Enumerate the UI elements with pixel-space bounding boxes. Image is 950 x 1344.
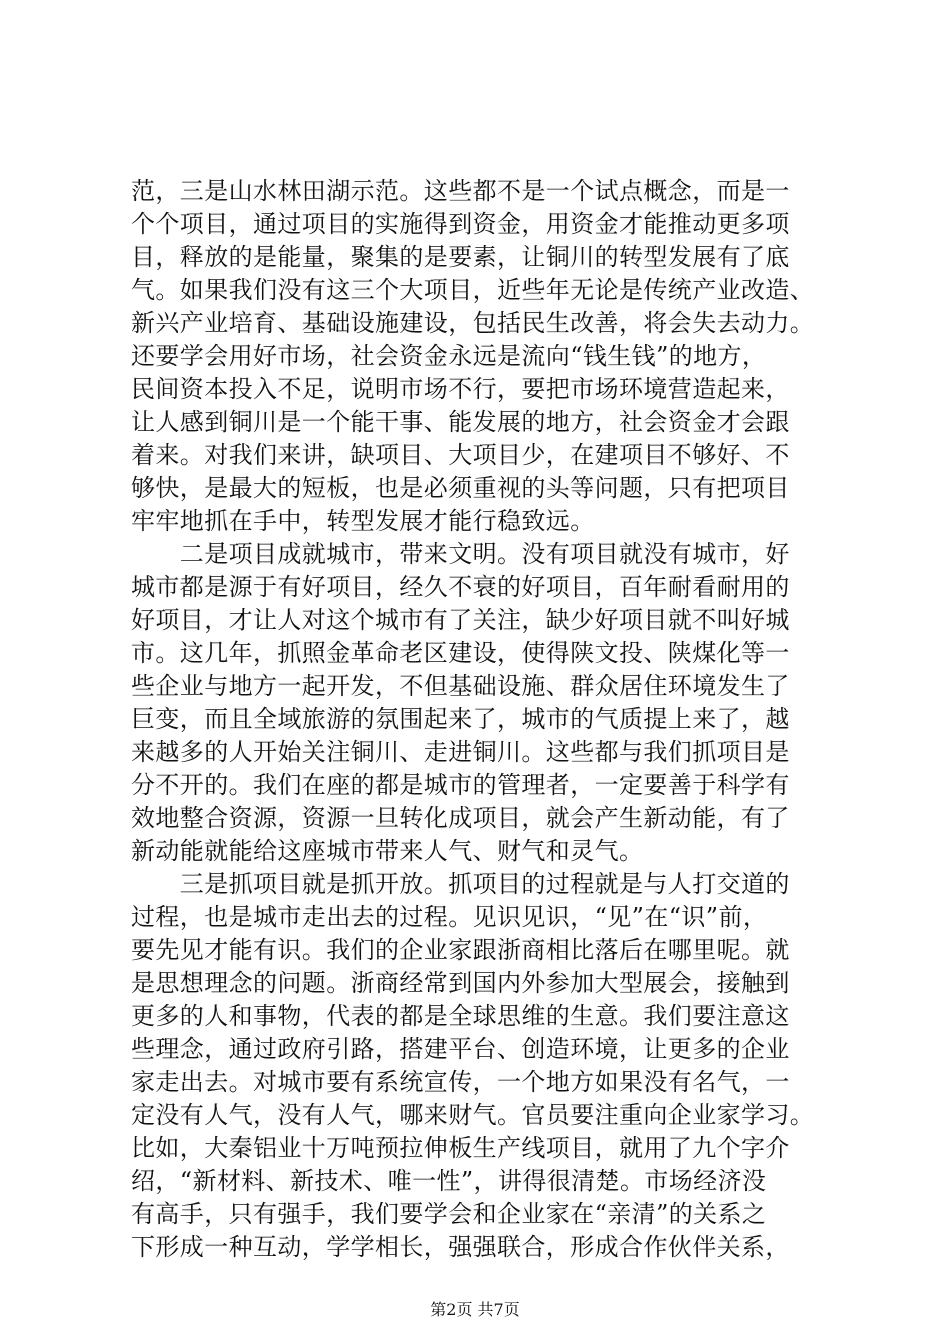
text-line: 新动能就能给这座城市带来人气、财气和灵气。 [131, 837, 644, 865]
text-line: 来越多的人开始关注铜川、走进铜川。这些都与我们抓项目是 [131, 738, 790, 766]
text-line: 城市都是源于有好项目，经久不衰的好项目，百年耐看耐用的 [131, 573, 790, 601]
text-line: 更多的人和事物，代表的都是全球思维的生意。我们要注意这 [131, 1002, 790, 1030]
text-line: 够快，是最大的短板，也是必须重视的头等问题，只有把项目 [131, 474, 790, 502]
text-line: 二是项目成就城市，带来文明。没有项目就没有城市，好 [131, 540, 790, 568]
text-line: 让人感到铜川是一个能干事、能发展的地方，社会资金才会跟 [131, 408, 790, 436]
page-footer: 第2页 共7页 [430, 1300, 520, 1319]
document-body [131, 175, 851, 1264]
text-line: 个个项目，通过项目的实施得到资金，用资金才能推动更多项 [131, 210, 790, 238]
text-line: 巨变，而且全域旅游的氛围起来了，城市的气质提上来了，越 [131, 705, 790, 733]
text-line: 牢牢地抓在手中，转型发展才能行稳致远。 [131, 507, 595, 535]
text-line: 好项目，才让人对这个城市有了关注，缺少好项目就不叫好城 [131, 606, 790, 634]
text-line: 下形成一种互动，学学相长，强强联合，形成合作伙伴关系， [131, 1233, 790, 1261]
text-line: 范，三是山水林田湖示范。这些都不是一个试点概念，而是一 [131, 177, 790, 205]
text-line: 还要学会用好市场，社会资金永远是流向“钱生钱”的地方， [131, 342, 767, 370]
text-line: 三是抓项目就是抓开放。抓项目的过程就是与人打交道的 [131, 870, 790, 898]
text-line: 是思想理念的问题。浙商经常到国内外参加大型展会，接触到 [131, 969, 790, 997]
text-line: 气。如果我们没有这三个大项目，近些年无论是传统产业改造、 [131, 276, 815, 304]
text-line: 定没有人气，没有人气，哪来财气。官员要注重向企业家学习。 [131, 1101, 815, 1129]
text-line: 民间资本投入不足，说明市场不行，要把市场环境营造起来， [131, 375, 790, 403]
text-line: 着来。对我们来讲，缺项目、大项目少，在建项目不够好、不 [131, 441, 790, 469]
text-line: 绍，“新材料、新技术、唯一性”，讲得很清楚。市场经济没 [131, 1167, 767, 1195]
text-line: 目，释放的是能量，聚集的是要素，让铜川的转型发展有了底 [131, 243, 790, 271]
text-line: 有高手，只有强手，我们要学会和企业家在“亲清”的关系之 [131, 1200, 767, 1228]
text-line: 新兴产业培育、基础设施建设，包括民生改善，将会失去动力。 [131, 309, 815, 337]
text-line: 过程，也是城市走出去的过程。见识见识，“见”在“识”前， [131, 903, 768, 931]
text-line: 些企业与地方一起开发，不但基础设施、群众居住环境发生了 [131, 672, 790, 700]
text-line: 效地整合资源，资源一旦转化成项目，就会产生新动能，有了 [131, 804, 790, 832]
text-line: 家走出去。对城市要有系统宣传，一个地方如果没有名气，一 [131, 1068, 790, 1096]
text-line: 市。这几年，抓照金革命老区建设，使得陕文投、陕煤化等一 [131, 639, 790, 667]
text-line: 要先见才能有识。我们的企业家跟浙商相比落后在哪里呢。就 [131, 936, 790, 964]
text-line: 些理念，通过政府引路，搭建平台、创造环境，让更多的企业 [131, 1035, 790, 1063]
text-line: 比如，大秦铝业十万吨预拉伸板生产线项目，就用了九个字介 [131, 1134, 790, 1162]
text-line: 分不开的。我们在座的都是城市的管理者，一定要善于科学有 [131, 771, 790, 799]
